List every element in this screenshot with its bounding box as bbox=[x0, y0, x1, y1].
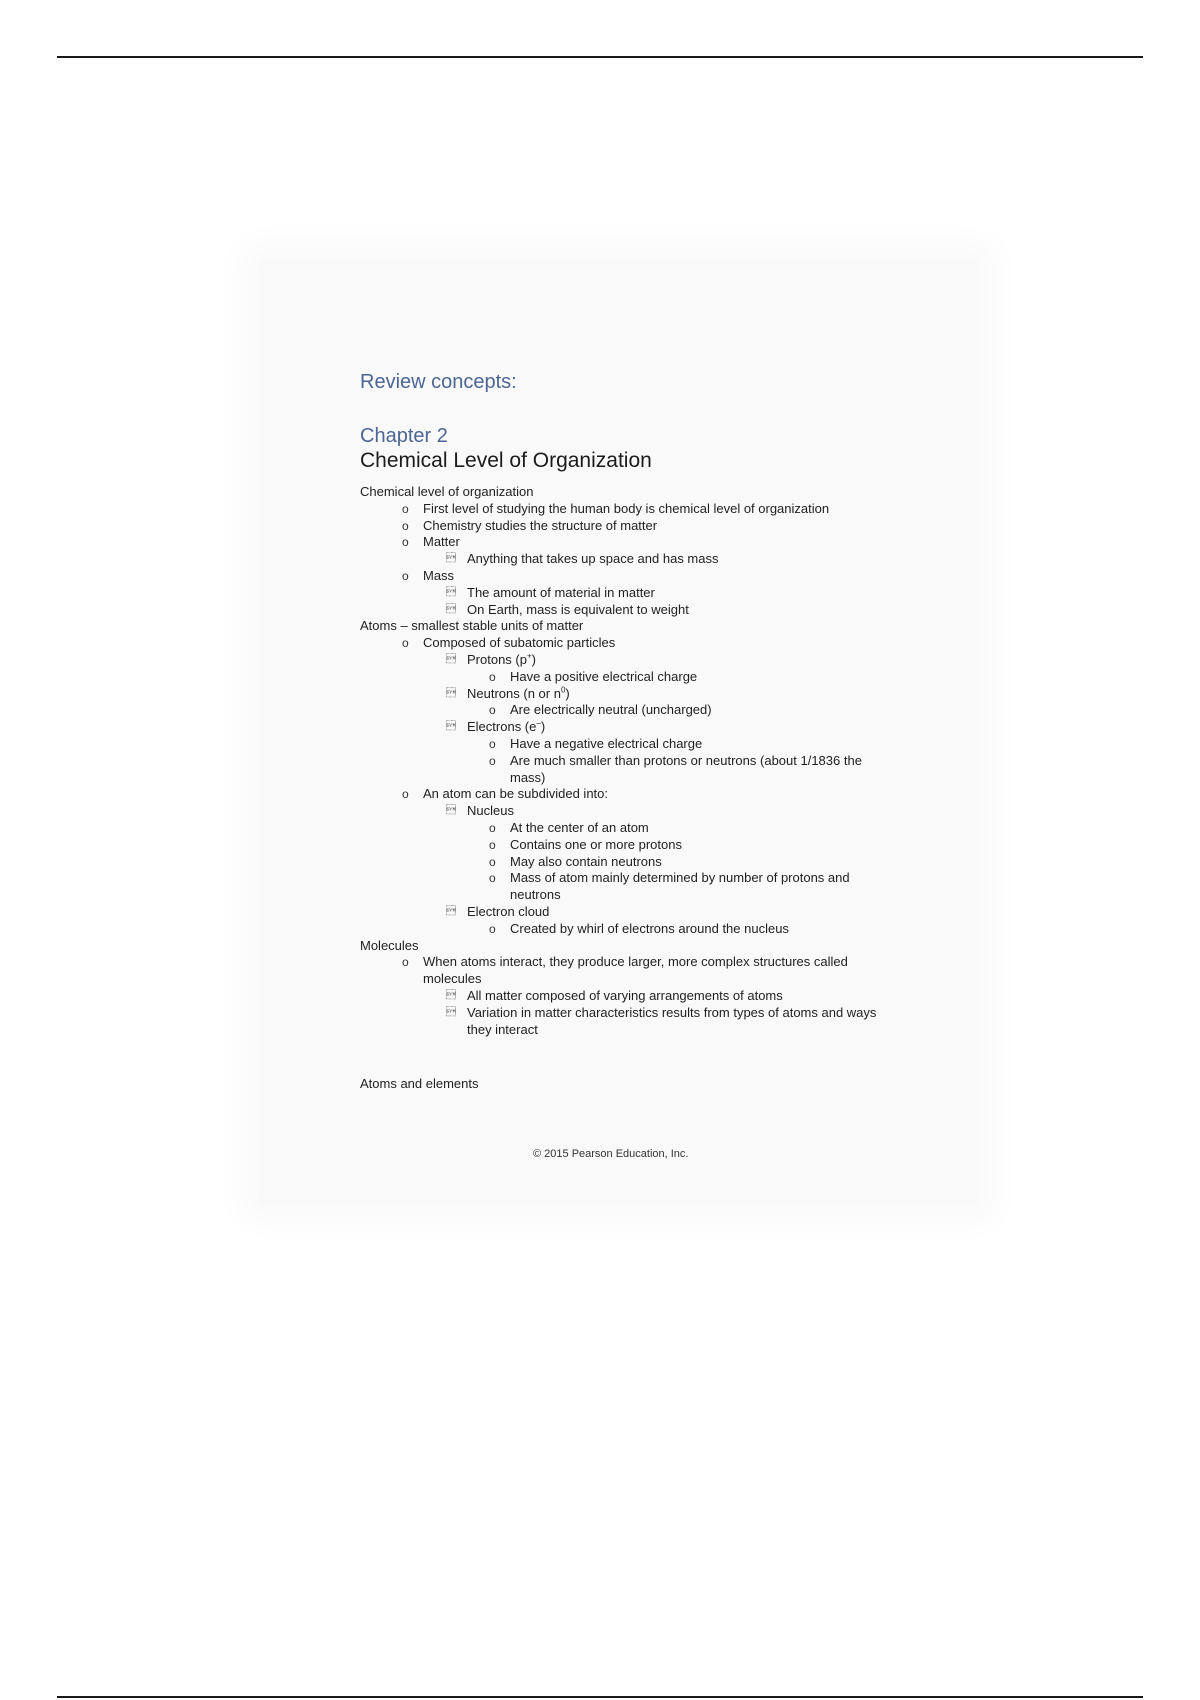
outline-text: An atom can be subdivided into: bbox=[423, 786, 609, 802]
outline-text: Have a positive electrical charge bbox=[510, 668, 698, 684]
outline-text: Have a negative electrical charge bbox=[510, 735, 703, 751]
outline-item bbox=[360, 602, 920, 619]
outline-item bbox=[360, 719, 920, 736]
outline-item bbox=[360, 736, 920, 753]
outline-item bbox=[360, 501, 920, 518]
circle-bullet-icon: o bbox=[489, 837, 496, 852]
superscript: 0 bbox=[560, 685, 566, 695]
square-bullet-icon:  bbox=[446, 989, 456, 1001]
outline bbox=[360, 484, 920, 1038]
circle-bullet-icon: o bbox=[402, 518, 409, 533]
outline-item bbox=[360, 652, 920, 669]
square-bullet-icon:  bbox=[446, 805, 456, 817]
square-bullet-icon:  bbox=[446, 653, 456, 665]
circle-bullet-icon: o bbox=[489, 820, 496, 835]
outline-text: Protons (p bbox=[467, 651, 527, 667]
outline-text: Are much smaller than protons or neutrons (about 1/1836 the mass) bbox=[510, 752, 862, 785]
outline-item bbox=[360, 618, 920, 635]
outline-item bbox=[360, 837, 920, 854]
outline-item bbox=[360, 669, 920, 686]
document-content bbox=[360, 370, 920, 1092]
outline-text: Composed of subatomic particles bbox=[423, 635, 616, 651]
bottom-rule bbox=[57, 1696, 1143, 1698]
circle-bullet-icon: o bbox=[402, 535, 409, 550]
outline-item bbox=[360, 904, 920, 921]
outline-item bbox=[360, 686, 920, 703]
outline-text: At the center of an atom bbox=[510, 819, 649, 835]
outline-text: Mass of atom mainly determined by number of protons and neutrons bbox=[510, 870, 850, 903]
outline-text: Molecules bbox=[360, 937, 419, 953]
outline-text: All matter composed of varying arrangements of atoms bbox=[467, 987, 783, 1003]
circle-bullet-icon: o bbox=[402, 501, 409, 516]
circle-bullet-icon: o bbox=[489, 703, 496, 718]
outline-text: Electron cloud bbox=[467, 903, 550, 919]
square-bullet-icon:  bbox=[446, 603, 456, 615]
outline-text: Nucleus bbox=[467, 803, 514, 819]
outline-text: May also contain neutrons bbox=[510, 853, 662, 869]
square-bullet-icon:  bbox=[446, 586, 456, 598]
outline-text: Are electrically neutral (uncharged) bbox=[510, 702, 712, 718]
outline-item bbox=[360, 854, 920, 871]
circle-bullet-icon: o bbox=[402, 787, 409, 802]
outline-text: Created by whirl of electrons around the nucleus bbox=[510, 920, 789, 936]
outline-item bbox=[360, 585, 920, 602]
superscript: – bbox=[536, 718, 541, 728]
circle-bullet-icon: o bbox=[489, 736, 496, 751]
outline-text: ) bbox=[531, 651, 536, 667]
outline-item bbox=[360, 786, 920, 803]
outline-item bbox=[360, 938, 920, 955]
square-bullet-icon:  bbox=[446, 687, 456, 699]
outline-item bbox=[360, 568, 920, 585]
circle-bullet-icon: o bbox=[489, 669, 496, 684]
circle-bullet-icon: o bbox=[402, 568, 409, 583]
outline-item bbox=[360, 484, 920, 501]
outline-item bbox=[360, 988, 920, 1005]
circle-bullet-icon: o bbox=[489, 753, 496, 768]
circle-bullet-icon: o bbox=[489, 921, 496, 936]
outline-text: Neutrons (n or n bbox=[467, 685, 561, 701]
top-rule bbox=[57, 56, 1143, 58]
square-bullet-icon:  bbox=[446, 721, 456, 733]
outline-text: Atoms – smallest stable units of matter bbox=[360, 618, 584, 634]
outline-text: When atoms interact, they produce larger, more complex structures called molecules bbox=[423, 954, 848, 987]
outline-item bbox=[360, 954, 920, 988]
review-heading: Review concepts: bbox=[360, 371, 517, 393]
square-bullet-icon:  bbox=[446, 1006, 456, 1018]
outline-text: ) bbox=[540, 719, 546, 735]
outline-item bbox=[360, 702, 920, 719]
outline-item bbox=[360, 635, 920, 652]
outline-item bbox=[360, 820, 920, 837]
superscript: + bbox=[526, 651, 532, 661]
outline-text: Chemical level of organization bbox=[360, 484, 534, 499]
section-heading: Atoms and elements bbox=[360, 1076, 479, 1092]
circle-bullet-icon: o bbox=[489, 854, 496, 869]
outline-item bbox=[360, 1005, 920, 1039]
outline-item bbox=[360, 534, 920, 551]
circle-bullet-icon: o bbox=[402, 636, 409, 651]
outline-text: Contains one or more protons bbox=[510, 836, 682, 852]
outline-item bbox=[360, 551, 920, 568]
outline-text: ) bbox=[565, 685, 570, 701]
square-bullet-icon:  bbox=[446, 553, 456, 565]
outline-text: The amount of material in matter bbox=[467, 584, 655, 600]
outline-item bbox=[360, 870, 920, 904]
outline-text: On Earth, mass is equivalent to weight bbox=[467, 601, 689, 617]
outline-text: Variation in matter characteristics results from types of atoms and ways they interact bbox=[467, 1004, 877, 1037]
outline-text: Anything that takes up space and has mass bbox=[467, 551, 719, 567]
copyright-notice: © 2015 Pearson Education, Inc. bbox=[533, 1148, 689, 1160]
outline-text: Matter bbox=[423, 534, 460, 550]
outline-item bbox=[360, 753, 920, 787]
outline-text: Mass bbox=[423, 567, 455, 583]
chapter-title: Chemical Level of Organization bbox=[360, 449, 652, 472]
outline-text: Chemistry studies the structure of matter bbox=[423, 517, 658, 533]
outline-text: First level of studying the human body is chemical level of organization bbox=[423, 500, 830, 516]
circle-bullet-icon: o bbox=[489, 871, 496, 886]
outline-text: Electrons (e bbox=[467, 719, 537, 735]
chapter-label: Chapter 2 bbox=[360, 425, 448, 447]
outline-item bbox=[360, 803, 920, 820]
outline-item bbox=[360, 518, 920, 535]
outline-item bbox=[360, 921, 920, 938]
square-bullet-icon:  bbox=[446, 905, 456, 917]
circle-bullet-icon: o bbox=[402, 955, 409, 970]
